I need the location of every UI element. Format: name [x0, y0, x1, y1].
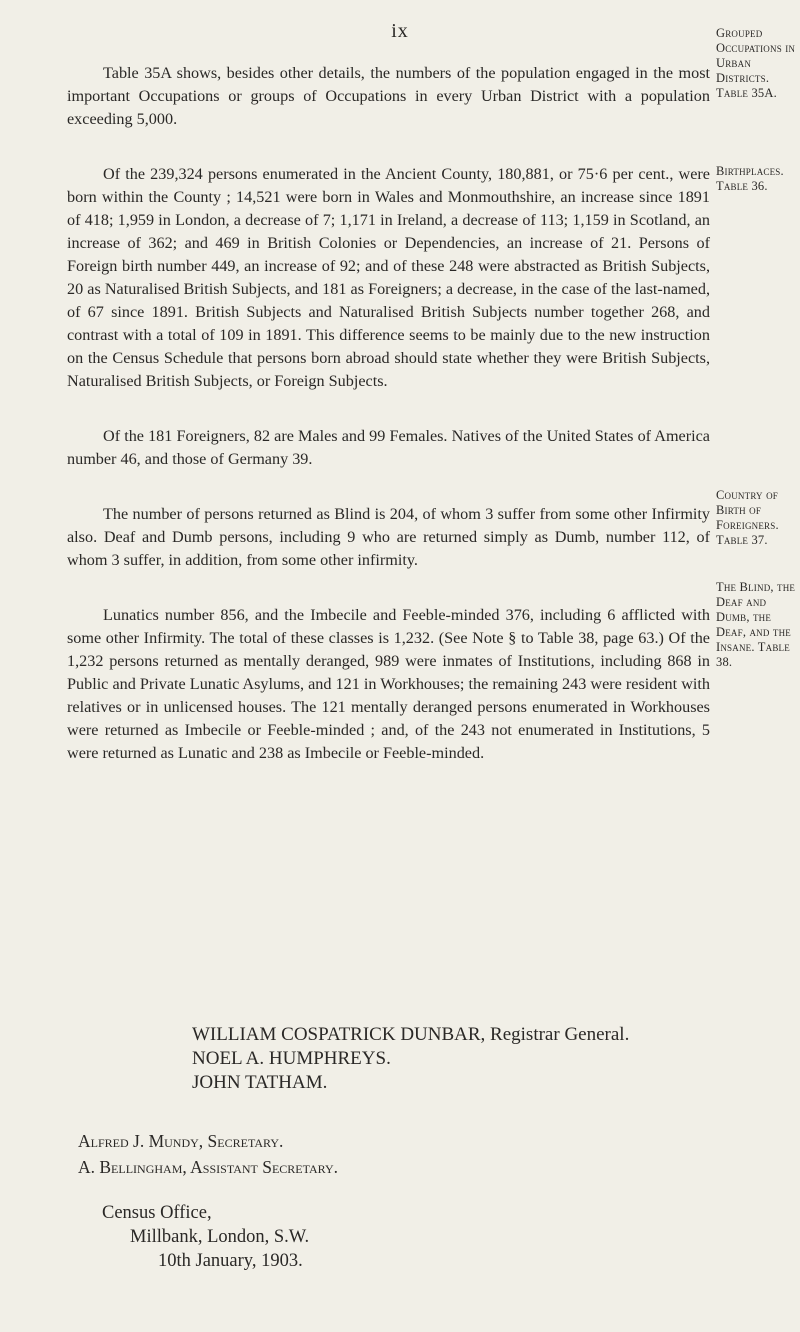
margin-note-occupations: Grouped Occupations in Urban Districts. Table 35A. — [716, 26, 796, 100]
address-office: Census Office, — [102, 1203, 212, 1223]
margin-note-foreigners: Country of Birth of Foreigners. Table 37. — [716, 488, 779, 547]
paragraph-occupations: Table 35A shows, besides other details, the numbers of the population engaged in the most important Occupations or groups of Occupations in every Urban District with a population exceeding 5,000. — [67, 64, 710, 128]
paragraph-blind-deaf: The number of persons returned as Blind is 204, of whom 3 suffer from some other Infirmity also. Deaf and Dumb persons, including 9 who are returned simply as Dumb, number 112, of whom 3 suffer, in addition, from some other infirmity. — [67, 505, 710, 569]
assistant-secretary-line: A. Bellingham, Assistant Secretary. — [78, 1157, 339, 1177]
signature-tatham: JOHN TATHAM. — [192, 1072, 328, 1093]
address-street: Millbank, London, S.W. — [130, 1227, 310, 1247]
paragraph-lunatics: Lunatics number 856, and the Imbecile and Feeble-minded 376, including 6 afflicted with some other Infirmity. The total of these classes is 1,232. (See Note § to Table 38, page 63.) Of the 1,232 persons returned as mentally deranged, 989 were inmates of Institutions, including 868 in Public and Private Lunatic Asylums, and 121 in Workhouses; the remaining 243 were resident with relatives or in unlicensed houses. The 121 mentally deranged persons enumerated in Workhouses were returned as Imbecile or Feeble-minded ; and, of the 243 not enumerated in Institutions, 5 were returned as Lunatic and 238 as Imbecile or Feeble-minded. — [67, 606, 710, 762]
main-text — [67, 62, 710, 797]
margin-note-infirmities: The Blind, the Deaf and Dumb, the Deaf, and the Insane. Table 38. — [716, 580, 796, 669]
page-number: ix — [391, 20, 409, 42]
signature-humphreys: NOEL A. HUMPHREYS. — [192, 1048, 391, 1069]
margin-note-birthplaces: Birthplaces. Table 36. — [716, 164, 784, 193]
signature-registrar-general — [192, 1024, 629, 1046]
paragraph-foreigners: Of the 181 Foreigners, 82 are Males and 99 Females. Natives of the United States of America number 46, and those of Germany 39. — [67, 427, 710, 468]
signature-name: WILLIAM COSPATRICK DUNBAR, — [192, 1024, 486, 1045]
address-date: 10th January, 1903. — [158, 1251, 303, 1271]
paragraph-birthplaces: Of the 239,324 persons enumerated in the Ancient County, 180,881, or 75·6 per cent., were born within the County ; 14,521 were born in Wales and Monmouthshire, an increase since 1891 of 418; 1,959 in London, a decrease of 7; 1,171 in Ireland, a decrease of 113; 1,159 in Scotland, an increase of 362; and 469 in British Colonies or Dependencies, an increase of 21. Persons of Foreign birth number 449, an increase of 92; and of these 248 were abstracted as British Subjects, 20 as Naturalised British Subjects, and 181 as Foreigners; a decrease, in the case of the last-named, of 67 since 1891. British Subjects and Naturalised British Subjects number together 268, and contrast with a total of 109 in 1891. This difference seems to be mainly due to the new instruction on the Census Schedule that persons born abroad should state whether they were British Subjects, Naturalised British Subjects, or Foreign Subjects. — [67, 165, 710, 390]
secretary-line: Alfred J. Mundy, Secretary. — [78, 1131, 284, 1151]
signature-title: Registrar General. — [490, 1024, 630, 1045]
